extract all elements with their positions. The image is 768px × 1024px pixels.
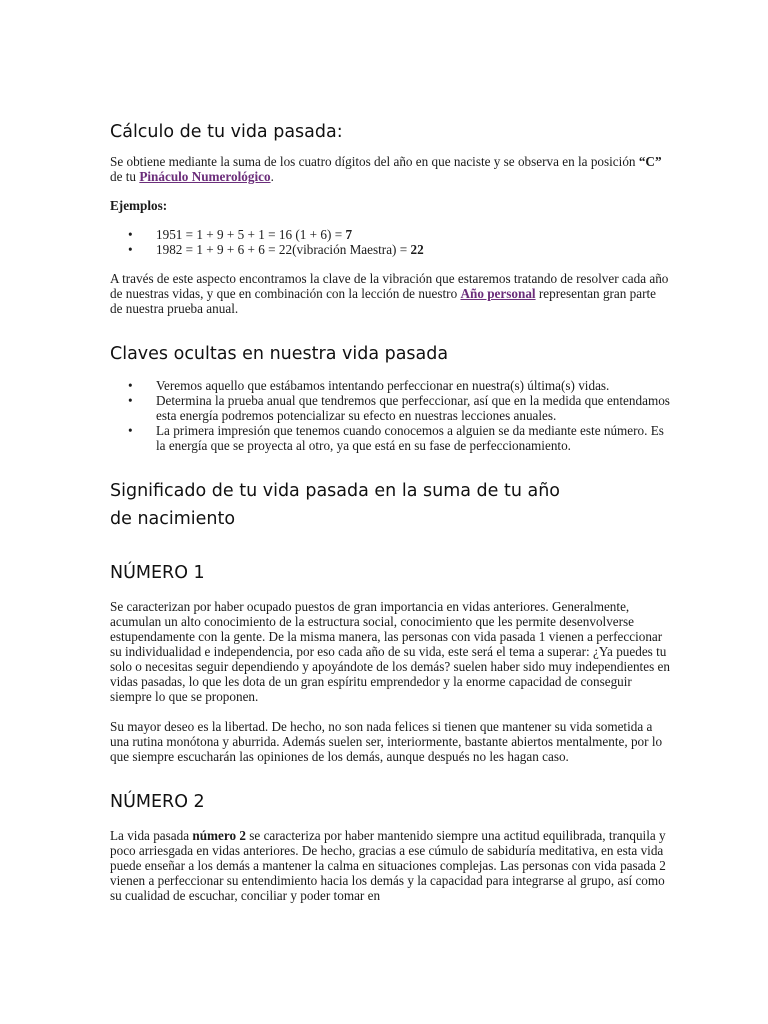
claves-list	[110, 378, 670, 453]
example-result: 22	[410, 242, 424, 257]
vibration-paragraph	[110, 271, 670, 316]
list-item	[110, 378, 670, 393]
bullet-icon: •	[128, 423, 133, 438]
bullet-icon: •	[128, 378, 133, 393]
document-content	[110, 118, 670, 903]
example-text: 1951 = 1 + 9 + 5 + 1 = 16 (1 + 6) =	[156, 227, 346, 242]
list-item	[110, 242, 670, 257]
vibration-text: A través de este aspecto encontramos la clave de la vibración que estaremos tratando de resolver cada año de nuestras vidas, y que en combinación con la lección de nuestro	[110, 271, 669, 301]
clave-text: La primera impresión que tenemos cuando conocemos a alguien se da mediante este número. Es la energía que se proyecta al otro, ya que está en su fase de perfeccionamiento.	[156, 423, 664, 453]
list-item	[110, 227, 670, 242]
examples-label	[110, 198, 670, 213]
examples-list	[110, 227, 670, 257]
bullet-icon: •	[128, 227, 133, 242]
example-text: 1982 = 1 + 9 + 6 + 6 = 22(vibración Maestra) =	[156, 242, 411, 257]
examples-label-text: Ejemplos:	[110, 198, 168, 213]
example-result: 7	[345, 227, 353, 242]
numero-2-paragraph	[110, 828, 670, 903]
bullet-icon: •	[128, 242, 133, 257]
position-c: “C”	[638, 154, 662, 169]
section-title-claves: Claves ocultas en nuestra vida pasada	[110, 344, 449, 364]
intro-paragraph	[110, 154, 670, 184]
bullet-icon: •	[128, 393, 133, 408]
list-item	[110, 393, 670, 423]
intro-end: .	[270, 169, 274, 184]
pinaculo-link[interactable]: Pináculo Numerológico	[139, 169, 271, 184]
numero-2-text-2: se caracteriza por haber mantenido siempre una actitud equilibrada, tranquila y poco arriesgada en vidas anteriores. De hecho, gracias a ese cúmulo de sabiduría meditativa, en esta vida puede enseñar a los demás a mantener la calma en situaciones complejas. Las personas con vida pasada 2 vienen a perfeccionar su entendimiento hacia los demás y la capacidad para integrarse al grupo, así como su cualidad de escuchar, conciliar y poder tomar en	[110, 828, 666, 903]
list-item	[110, 423, 670, 453]
vibration-text-2: representan gran parte de nuestra prueba anual.	[110, 286, 657, 316]
numero-1-paragraph-2: Su mayor deseo es la libertad. De hecho, no son nada felices si tienen que mantener su vida sometida a una rutina monótona y aburrida. Además suelen ser, interiormente, bastante abiertos mentalmente, por lo que siempre escucharán las opiniones de los demás, aunque después no les hagan caso.	[110, 719, 663, 764]
numero-2-text: La vida pasada	[110, 828, 193, 843]
numero-1-paragraph: Se caracterizan por haber ocupado puestos de gran importancia en vidas anteriores. Generalmente, acumulan un alto conocimiento de la estructura social, conocimiento que les permite desenvolverse estupendamente con la gente. De la misma manera, las personas con vida pasada 1 vienen a perfeccionar su individualidad e independencia, por eso cada año de su vida, este será el tema a superar: ¿Ya puedes tu solo o necesitas seguir dependiendo y apoyándote de los demás? suelen haber sido muy independientes en vidas pasadas, lo que les dota de un gran espíritu emprendedor y la enorme capacidad de conseguir siempre lo que se proponen.	[110, 599, 670, 704]
intro-text-2: de tu	[110, 169, 140, 184]
ano-personal-link[interactable]: Año personal	[460, 286, 536, 301]
section-title-calculo: Cálculo de tu vida pasada:	[110, 122, 343, 142]
numero-2-bold: número 2	[192, 828, 246, 843]
numero-2-title: NÚMERO 2	[110, 792, 205, 812]
clave-text: Veremos aquello que estábamos intentando perfeccionar en nuestra(s) última(s) vidas.	[156, 378, 610, 393]
intro-text: Se obtiene mediante la suma de los cuatro dígitos del año en que naciste y se observa en la posición	[110, 154, 639, 169]
clave-text: Determina la prueba anual que tendremos que perfeccionar, así que en la medida que entendamos esta energía podremos potencializar su efecto en nuestras lecciones anuales.	[156, 393, 670, 423]
section-title-significado: Significado de tu vida pasada en la suma de tu año de nacimiento	[110, 481, 561, 529]
numero-1-title: NÚMERO 1	[110, 563, 205, 583]
